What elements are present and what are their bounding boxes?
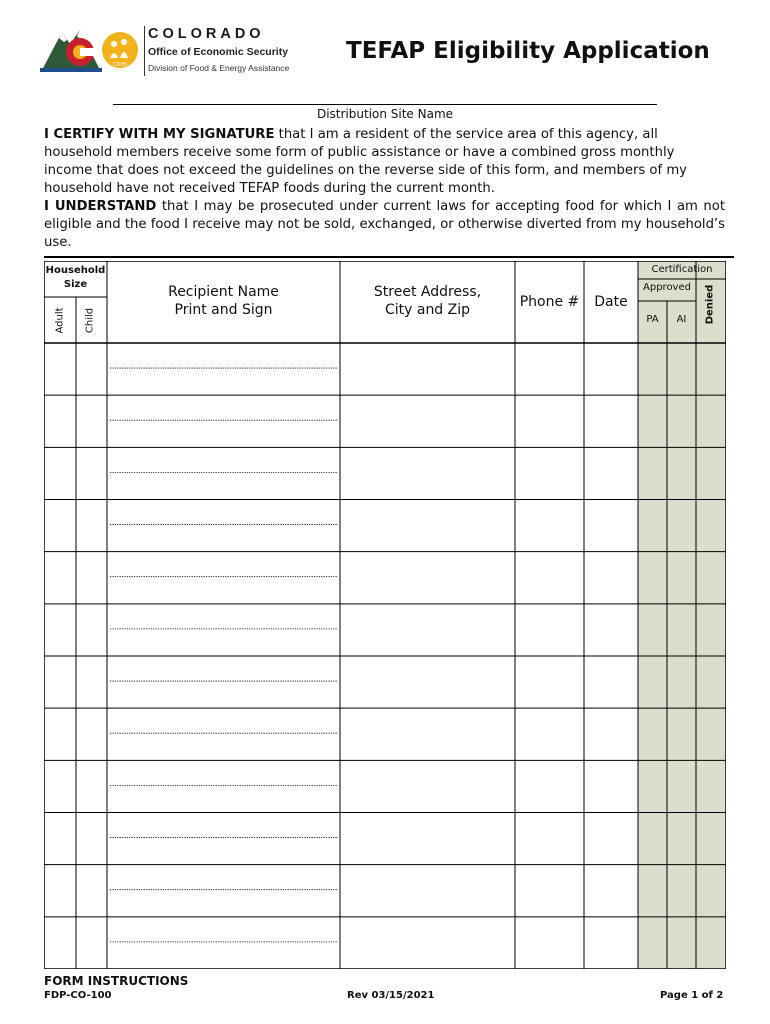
date-cell[interactable] (584, 708, 638, 760)
pa-approval-cell[interactable] (638, 500, 667, 552)
table-row (44, 395, 726, 447)
pa-approval-cell[interactable] (638, 917, 667, 969)
table-row (44, 708, 726, 760)
ai-approval-cell[interactable] (667, 760, 696, 812)
date-cell[interactable] (584, 865, 638, 917)
denied-cell[interactable] (696, 656, 726, 708)
denied-cell[interactable] (696, 917, 726, 969)
eligibility-table (44, 261, 726, 969)
pa-approval-cell[interactable] (638, 447, 667, 499)
phone-cell[interactable] (515, 760, 584, 812)
adult-count-cell[interactable] (44, 343, 76, 395)
phone-cell[interactable] (515, 917, 584, 969)
phone-cell[interactable] (515, 552, 584, 604)
date-cell[interactable] (584, 604, 638, 656)
date-cell[interactable] (584, 760, 638, 812)
address-cell[interactable] (340, 760, 515, 812)
child-count-cell[interactable] (76, 604, 107, 656)
form-code: FDP-CO-100 (44, 990, 112, 1001)
adult-count-cell[interactable] (44, 604, 76, 656)
date-cell[interactable] (584, 917, 638, 969)
logo-office-name: Office of Economic Security (148, 46, 289, 58)
section-divider (44, 256, 734, 258)
child-count-cell[interactable] (76, 447, 107, 499)
denied-cell[interactable] (696, 813, 726, 865)
pa-approval-cell[interactable] (638, 604, 667, 656)
pa-approval-cell[interactable] (638, 343, 667, 395)
recipient-signature-cell[interactable] (107, 447, 340, 499)
phone-cell[interactable] (515, 395, 584, 447)
date-cell[interactable] (584, 552, 638, 604)
adult-count-cell[interactable] (44, 500, 76, 552)
date-cell[interactable] (584, 343, 638, 395)
address-cell[interactable] (340, 447, 515, 499)
pa-approval-cell[interactable] (638, 865, 667, 917)
address-header-line1: Street Address, (373, 284, 482, 300)
address-cell[interactable] (340, 552, 515, 604)
adult-count-cell[interactable] (44, 708, 76, 760)
ai-approval-cell[interactable] (667, 343, 696, 395)
recipient-signature-cell[interactable] (107, 604, 340, 656)
recipient-signature-cell[interactable] (107, 708, 340, 760)
recipient-signature-cell[interactable] (107, 813, 340, 865)
date-cell[interactable] (584, 500, 638, 552)
pa-approval-cell[interactable] (638, 760, 667, 812)
table-row (44, 760, 726, 812)
recipient-signature-cell[interactable] (107, 917, 340, 969)
understand-body: that I may be prosecuted under current laws for accepting food for which I am not eligible and the food I receive may not be sold, exchanged, or otherwise diverted from my household’s use. (44, 199, 726, 250)
child-count-cell[interactable] (76, 395, 107, 447)
recipient-header-line2: Print and Sign (174, 302, 273, 318)
pa-approval-cell[interactable] (638, 552, 667, 604)
table-row (44, 343, 726, 395)
address-cell[interactable] (340, 708, 515, 760)
address-cell[interactable] (340, 343, 515, 395)
form-instructions-heading: FORM INSTRUCTIONS (44, 974, 189, 988)
ai-approval-cell[interactable] (667, 813, 696, 865)
denied-cell[interactable] (696, 760, 726, 812)
table-row (44, 917, 726, 969)
recipient-signature-cell[interactable] (107, 552, 340, 604)
child-count-cell[interactable] (76, 500, 107, 552)
address-header (340, 283, 515, 319)
phone-header: Phone # (519, 294, 580, 310)
date-cell[interactable] (584, 813, 638, 865)
phone-cell[interactable] (515, 447, 584, 499)
page-title: TEFAP Eligibility Application (346, 38, 710, 64)
recipient-signature-cell[interactable] (107, 395, 340, 447)
ai-approval-cell[interactable] (667, 656, 696, 708)
approved-header: Approved (643, 282, 691, 293)
table-row (44, 552, 726, 604)
child-count-cell[interactable] (76, 760, 107, 812)
distribution-site-label: Distribution Site Name (316, 107, 454, 121)
phone-cell[interactable] (515, 343, 584, 395)
page-number: Page 1 of 2 (660, 990, 724, 1001)
adult-count-cell[interactable] (44, 865, 76, 917)
address-cell[interactable] (340, 917, 515, 969)
understand-heading: I UNDERSTAND (44, 199, 157, 214)
child-header: Child (84, 307, 96, 334)
denied-header: Denied (704, 284, 716, 325)
denied-cell[interactable] (696, 708, 726, 760)
certification-statement (44, 126, 725, 252)
denied-cell[interactable] (696, 604, 726, 656)
recipient-signature-cell[interactable] (107, 865, 340, 917)
date-cell[interactable] (584, 447, 638, 499)
certify-heading: I CERTIFY WITH MY SIGNATURE (44, 127, 275, 142)
address-cell[interactable] (340, 813, 515, 865)
colorado-mountain-icon (40, 24, 140, 80)
recipient-signature-cell[interactable] (107, 656, 340, 708)
phone-cell[interactable] (515, 656, 584, 708)
address-header-line2: City and Zip (384, 302, 471, 318)
ai-approval-cell[interactable] (667, 917, 696, 969)
denied-cell[interactable] (696, 552, 726, 604)
date-cell[interactable] (584, 656, 638, 708)
denied-cell[interactable] (696, 447, 726, 499)
recipient-signature-cell[interactable] (107, 500, 340, 552)
ai-header: AI (676, 314, 687, 325)
address-cell[interactable] (340, 656, 515, 708)
pa-approval-cell[interactable] (638, 395, 667, 447)
table-row (44, 447, 726, 499)
phone-cell[interactable] (515, 813, 584, 865)
child-count-cell[interactable] (76, 656, 107, 708)
adult-count-cell[interactable] (44, 552, 76, 604)
recipient-header (107, 283, 340, 319)
denied-cell[interactable] (696, 343, 726, 395)
household-size-header: Household Size (45, 265, 106, 290)
phone-cell[interactable] (515, 708, 584, 760)
logo-state-name: COLORADO (148, 26, 265, 42)
child-count-cell[interactable] (76, 708, 107, 760)
certification-header: Certification (651, 264, 713, 275)
denied-cell[interactable] (696, 395, 726, 447)
ai-approval-cell[interactable] (667, 604, 696, 656)
adult-count-cell[interactable] (44, 656, 76, 708)
recipient-header-line1: Recipient Name (168, 284, 279, 300)
ai-approval-cell[interactable] (667, 447, 696, 499)
revision-date: Rev 03/15/2021 (347, 990, 435, 1001)
table-row (44, 865, 726, 917)
adult-count-cell[interactable] (44, 395, 76, 447)
distribution-site-field[interactable] (113, 104, 657, 105)
denied-cell[interactable] (696, 865, 726, 917)
adult-count-cell[interactable] (44, 813, 76, 865)
certify-body: that I am a resident of the service area of this agency, all household members receive some form of public assistance or have a combined gross monthly income that does not exceed the guidelines on the reverse side of this form, and members of my household have not received TEFAP foods during the current month. (44, 127, 687, 196)
date-header: Date (594, 294, 628, 310)
table-row (44, 813, 726, 865)
phone-cell[interactable] (515, 500, 584, 552)
adult-count-cell[interactable] (44, 760, 76, 812)
logo-division-name: Division of Food & Energy Assistance (148, 63, 290, 73)
adult-count-cell[interactable] (44, 447, 76, 499)
table-row (44, 604, 726, 656)
ai-approval-cell[interactable] (667, 865, 696, 917)
phone-cell[interactable] (515, 604, 584, 656)
recipient-signature-cell[interactable] (107, 343, 340, 395)
understand-paragraph (44, 198, 725, 252)
adult-header: Adult (54, 307, 66, 334)
denied-cell[interactable] (696, 500, 726, 552)
pa-approval-cell[interactable] (638, 813, 667, 865)
recipient-signature-cell[interactable] (107, 760, 340, 812)
ai-approval-cell[interactable] (667, 500, 696, 552)
child-count-cell[interactable] (76, 343, 107, 395)
child-count-cell[interactable] (76, 552, 107, 604)
pa-approval-cell[interactable] (638, 708, 667, 760)
ai-approval-cell[interactable] (667, 708, 696, 760)
ai-approval-cell[interactable] (667, 395, 696, 447)
child-count-cell[interactable] (76, 917, 107, 969)
phone-cell[interactable] (515, 865, 584, 917)
certify-paragraph (44, 126, 725, 198)
pa-approval-cell[interactable] (638, 656, 667, 708)
adult-count-cell[interactable] (44, 917, 76, 969)
ai-approval-cell[interactable] (667, 552, 696, 604)
child-count-cell[interactable] (76, 813, 107, 865)
pa-header: PA (646, 314, 659, 325)
address-cell[interactable] (340, 865, 515, 917)
date-cell[interactable] (584, 395, 638, 447)
table-row (44, 656, 726, 708)
address-cell[interactable] (340, 604, 515, 656)
address-cell[interactable] (340, 500, 515, 552)
table-row (44, 500, 726, 552)
address-cell[interactable] (340, 395, 515, 447)
cdhs-emblem-text: CDHS (112, 62, 128, 68)
child-count-cell[interactable] (76, 865, 107, 917)
